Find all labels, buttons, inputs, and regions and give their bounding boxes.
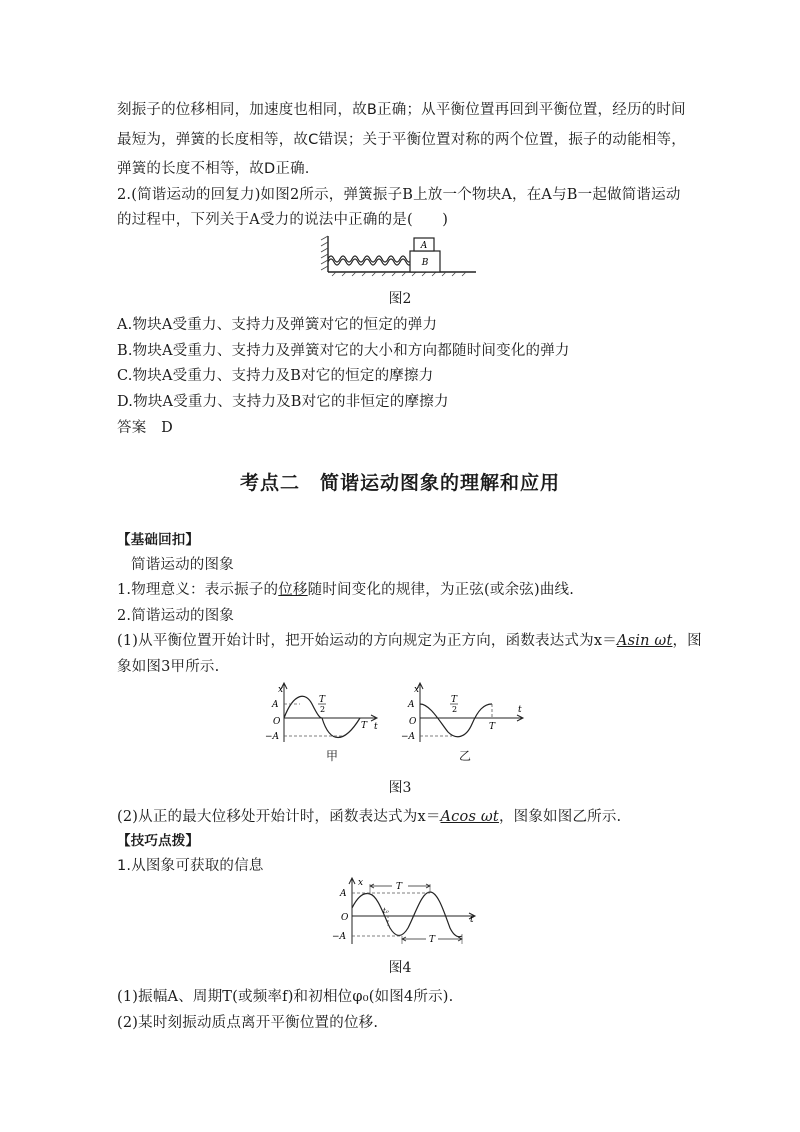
svg-text:T: T xyxy=(429,935,436,945)
fig3-right-label: 乙 xyxy=(459,749,472,763)
svg-text:A: A xyxy=(340,889,347,899)
tip-a: (1)振幅A、周期T(或频率f)和初相位φ₀(如图4所示). xyxy=(117,989,454,1005)
block-b-label: B xyxy=(421,258,429,268)
svg-text:T: T xyxy=(319,695,326,705)
option-a: A.物块A受重力、支持力及弹簧对它的恒定的弹力 xyxy=(117,317,438,333)
option-c: C.物块A受重力、支持力及B对它的恒定的摩擦力 xyxy=(117,368,434,384)
svg-text:T: T xyxy=(451,695,458,705)
svg-text:t: t xyxy=(518,705,522,715)
vibration-graph xyxy=(330,876,480,948)
svg-text:O: O xyxy=(409,717,417,727)
basics-title: 简谐运动的图象 xyxy=(131,557,234,573)
tip-b: (2)某时刻振动质点离开平衡位置的位移. xyxy=(117,1015,379,1031)
sub-item-1-cont: 象如图3甲所示. xyxy=(117,659,220,675)
tips-item-1: 1.从图象可获取的信息 xyxy=(117,858,264,874)
svg-text:A: A xyxy=(408,700,415,710)
svg-text:−A: −A xyxy=(332,932,347,942)
svg-text:−A: −A xyxy=(265,732,280,742)
question-stem: 2.(简谐运动的回复力)如图2所示，弹簧振子B上放一个物块A，在A与B一起做简谐运动 xyxy=(117,187,681,203)
figure-caption: 图4 xyxy=(388,960,412,976)
svg-text:T: T xyxy=(396,882,403,892)
option-b: B.物块A受重力、支持力及弹簧对它的大小和方向都随时间变化的弹力 xyxy=(117,343,570,359)
svg-text:2: 2 xyxy=(452,705,458,714)
section-heading: 考点二 简谐运动图象的理解和应用 xyxy=(239,472,560,494)
svg-text:T: T xyxy=(361,721,368,731)
sub-item-2: (2)从正的最大位移处开始计时，函数表达式为x＝Acos ωt，图象如图乙所示. xyxy=(117,809,622,825)
svg-text:t: t xyxy=(470,915,474,925)
svg-text:x: x xyxy=(278,685,284,695)
svg-text:−A: −A xyxy=(401,732,416,742)
fig3-left-label: 甲 xyxy=(326,749,339,763)
svg-text:O: O xyxy=(273,717,281,727)
item-1: 1.物理意义：表示振子的位移随时间变化的规律，为正弦(或余弦)曲线. xyxy=(117,582,575,598)
block-a-label: A xyxy=(420,241,428,251)
tips-tag: 【技巧点拨】 xyxy=(117,833,200,849)
item-2: 2.简谐运动的图象 xyxy=(117,608,235,624)
paragraph-line: 弹簧的长度不相等，故D正确. xyxy=(117,161,310,177)
paragraph-line: 刻振子的位移相同，加速度也相同，故B正确；从平衡位置再回到平衡位置，经历的时间 xyxy=(117,102,686,118)
svg-text:t: t xyxy=(374,722,378,732)
figure-caption: 图2 xyxy=(388,291,412,307)
answer: 答案 D xyxy=(117,420,173,436)
figure-caption: 图3 xyxy=(388,780,412,796)
question-stem: 的过程中，下列关于A受力的说法中正确的是( ) xyxy=(117,212,449,228)
option-d: D.物块A受重力、支持力及B对它的非恒定的摩擦力 xyxy=(117,394,449,410)
sub-item-1: (1)从平衡位置开始计时，把开始运动的方向规定为正方向，函数表达式为x＝Asin ωt，图 xyxy=(117,633,702,649)
svg-text:x: x xyxy=(358,878,364,888)
svg-text:t₀: t₀ xyxy=(383,907,389,915)
svg-text:2: 2 xyxy=(320,705,326,714)
svg-text:O: O xyxy=(341,913,349,923)
basics-tag: 【基础回扣】 xyxy=(117,532,200,548)
svg-text:A: A xyxy=(272,700,279,710)
svg-text:T: T xyxy=(489,722,496,732)
spring-block-figure xyxy=(318,232,478,278)
sine-graph xyxy=(264,680,384,762)
paragraph-line: 最短为，弹簧的长度相等，故C错误；关于平衡位置对称的两个位置，振子的动能相等， xyxy=(117,132,686,148)
svg-text:x: x xyxy=(414,685,420,695)
